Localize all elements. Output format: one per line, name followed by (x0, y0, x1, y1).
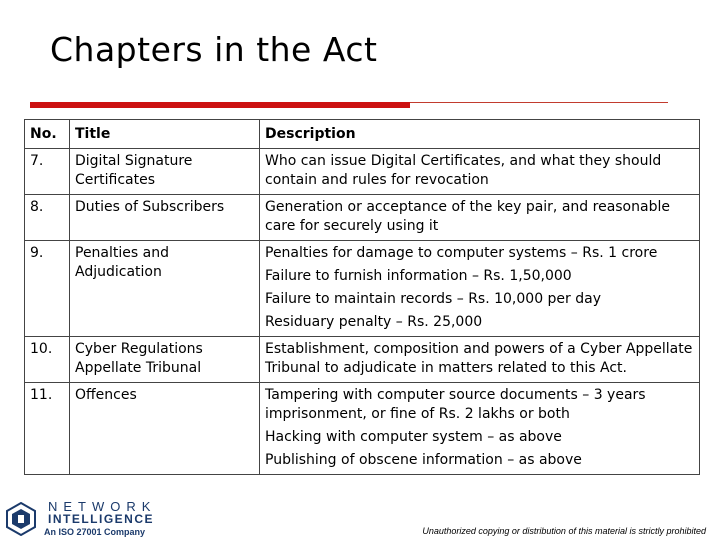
description-line: Tampering with computer source documents – 3 years imprisonment, or fine of Rs. 2 lakhs or both (265, 387, 646, 422)
description-line: Penalties for damage to computer systems – Rs. 1 crore (265, 245, 658, 261)
copyright-notice: Unauthorized copying or distribution of this material is strictly prohibited (422, 526, 706, 536)
row-description (260, 337, 700, 383)
title-underline-thin (410, 102, 668, 103)
table-row (25, 337, 700, 383)
row-no: 9. (25, 241, 70, 337)
description-line: Hacking with computer system – as above (265, 429, 562, 445)
row-title: Cyber Regulations Appellate Tribunal (70, 337, 260, 383)
row-description (260, 383, 700, 475)
description-line: Establishment, composition and powers of a Cyber Appellate Tribunal to adjudicate in matters related to this Act. (265, 341, 693, 376)
slide-title: Chapters in the Act (50, 30, 378, 69)
logo-tagline: An ISO 27001 Company (44, 527, 146, 537)
table-row (25, 195, 700, 241)
description-line: Failure to maintain records – Rs. 10,000 per day (265, 291, 602, 307)
row-no: 10. (25, 337, 70, 383)
table-header-row (25, 120, 700, 149)
row-title: Digital Signature Certificates (70, 149, 260, 195)
row-description (260, 241, 700, 337)
row-title: Offences (70, 383, 260, 475)
description-line: Residuary penalty – Rs. 25,000 (265, 314, 483, 330)
header-title: Title (70, 120, 260, 149)
table-row (25, 241, 700, 337)
chapters-table (24, 119, 700, 475)
table-row (25, 383, 700, 475)
row-title: Duties of Subscribers (70, 195, 260, 241)
description-line: Who can issue Digital Certificates, and what they should contain and rules for revocation (265, 153, 662, 188)
row-no: 11. (25, 383, 70, 475)
header-description: Description (260, 120, 700, 149)
title-underline-red (30, 102, 410, 108)
logo-network-text: NETWORK (48, 499, 157, 514)
description-line: Generation or acceptance of the key pair, and reasonable care for securely using it (265, 199, 670, 234)
row-description (260, 195, 700, 241)
table-row (25, 149, 700, 195)
row-no: 7. (25, 149, 70, 195)
description-line: Failure to furnish information – Rs. 1,50,000 (265, 268, 572, 284)
row-no: 8. (25, 195, 70, 241)
logo-intelligence-text: INTELLIGENCE (48, 512, 155, 526)
row-description (260, 149, 700, 195)
header-no: No. (25, 120, 70, 149)
company-logo (4, 496, 164, 540)
description-line: Publishing of obscene information – as above (265, 452, 582, 468)
row-title: Penalties and Adjudication (70, 241, 260, 337)
network-intelligence-logo-icon (6, 502, 36, 536)
